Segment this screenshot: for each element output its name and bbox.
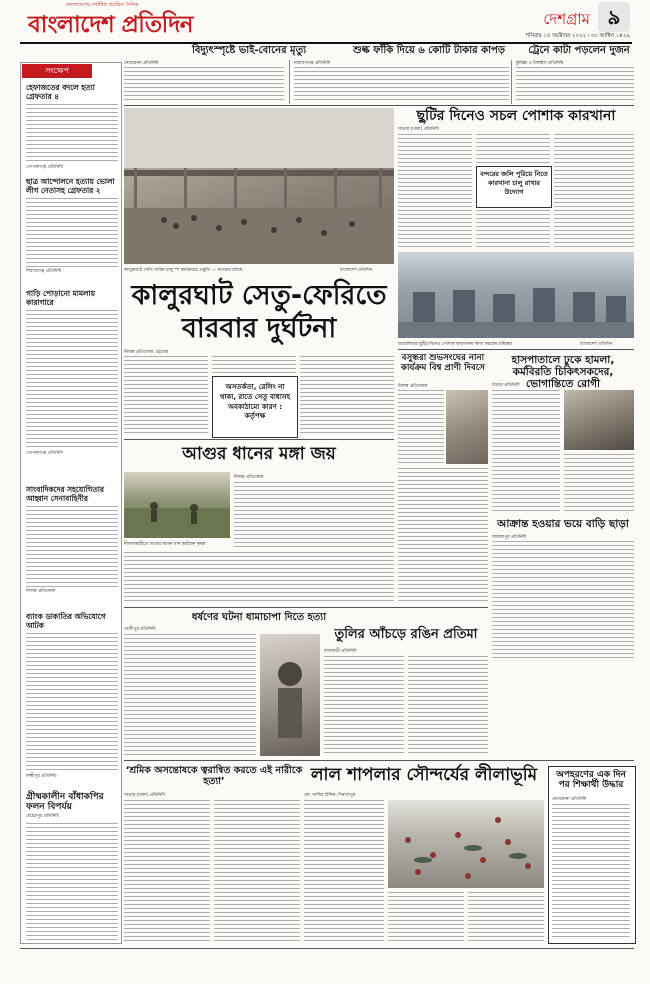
- lily-byline: মো. আমির উদ্দিন, দিনাজপুর: [304, 793, 356, 798]
- masthead-rule: [20, 42, 632, 44]
- shubhosangha-byline: নিজস্ব প্রতিবেদক: [398, 384, 428, 389]
- top-story-3-byline: কুমিল্লা ও টাঙ্গাইল প্রতিনিধি: [516, 61, 564, 66]
- worker-body-col-1: [124, 800, 210, 942]
- shubhosangha-headline[interactable]: বসুন্ধরা শুভসংঘের নানা কার্যক্রম বিশ্ব প্রাণী দিবসে: [401, 353, 485, 373]
- sidebar-item-body: [26, 310, 118, 450]
- main-photo-credit: বাংলাদেশ প্রতিদিন: [340, 268, 373, 273]
- sidebar-item-headline[interactable]: গাড়ি পোড়ানো মামলায় কারাগারে: [26, 289, 95, 307]
- garment-byline: সাভার (ঢাকা) প্রতিনিধি: [398, 127, 439, 132]
- hospital-body-col-1: [492, 390, 560, 514]
- divider: [289, 60, 290, 104]
- rice-photo-caption: নীলফামারীতে আগুর আমন ধান কাটছেন কৃষক: [124, 542, 206, 547]
- top-story-3-headline[interactable]: ট্রেনে কাটা পড়লেন দুজন: [528, 45, 630, 56]
- rape-story-byline: গাজীপুর প্রতিনিধি: [124, 627, 156, 632]
- idol-byline: রাজবাড়ী প্রতিনিধি: [324, 649, 357, 654]
- sidebar-item-headline[interactable]: সাংবাদিকদের সহযোগিতার আহ্বান সেনাবাহিনীর: [26, 485, 104, 503]
- hospital-photo[interactable]: [564, 390, 634, 450]
- divider: [124, 607, 488, 608]
- sidebar-item-source: মেহেরপুর প্রতিনিধি: [26, 813, 59, 819]
- garment-headline[interactable]: ছুটির দিনেও সচল পোশাক কারখানা: [416, 108, 616, 124]
- idol-headline[interactable]: তুলির আঁচড়ে রঙিন প্রতিমা: [334, 627, 478, 642]
- sidebar-item[interactable]: [26, 178, 118, 275]
- lily-body-col-2: [388, 892, 464, 942]
- divider: [124, 105, 634, 106]
- student-byline: নেত্রকোনা প্রতিনিধি: [552, 797, 587, 802]
- sidebar-item-body: [26, 198, 118, 268]
- rice-body-lower: [124, 552, 394, 604]
- section-title: দেশগ্রাম: [543, 10, 590, 28]
- student-body: [552, 804, 630, 938]
- sidebar-item-body: [26, 104, 118, 164]
- shubhosangha-body: [398, 390, 444, 464]
- worker-headline[interactable]: ‘শ্রমিক অসন্তোষকে ত্বরান্বিত করতে এই নারীকে হত্যা’: [125, 765, 303, 787]
- attack-headline[interactable]: আক্রান্ত হওয়ার ভয়ে বাড়ি ছাড়া: [497, 518, 629, 530]
- main-photo-caption: কালুরঘাটে সেতি সারিন চালু স্প কার্যক্রমের প্রস্তুতি — যাওয়ার চলছে: [124, 268, 243, 273]
- idol-illustration: [260, 634, 320, 756]
- top-story-3-body: [516, 67, 634, 101]
- lily-body-col-3: [468, 892, 544, 942]
- garment-factory-photo[interactable]: [398, 252, 634, 338]
- sidebar-item-source: লক্ষ্মীপুর প্রতিনিধি: [26, 774, 57, 780]
- bridge-illustration: [124, 108, 394, 264]
- sidebar-item-headline[interactable]: হেফাজতের বদলে হত্যা গ্রেফতার ৪: [26, 83, 95, 101]
- rice-headline[interactable]: আগুর ধানের মঙ্গা জয়: [182, 444, 336, 464]
- sidebar-item[interactable]: [26, 290, 118, 457]
- rape-story-body-col-1: [124, 634, 256, 756]
- sidebar-item[interactable]: [26, 486, 118, 595]
- sidebar-item-body: [26, 823, 118, 943]
- lily-illustration: [388, 800, 544, 888]
- idol-photo[interactable]: [260, 634, 320, 756]
- top-story-2-body: [294, 67, 509, 101]
- top-story-1-byline: নেত্রকোনা প্রতিনিধি: [124, 61, 159, 66]
- divider: [124, 439, 394, 440]
- sidebar-item-source: গোপালগঞ্জ প্রতিনিধি: [26, 451, 63, 457]
- lead-body-col-1: [124, 356, 208, 436]
- date-line: শনিবার ১৫ অক্টোবর ২০২২ ৷ ৩০ আশ্বিন ১৪২৯: [525, 33, 630, 39]
- rice-field-photo[interactable]: [124, 472, 230, 538]
- lead-body-col-3: [300, 356, 394, 436]
- garment-photo-caption: আশুলিয়ার ছুটির দিনেও পোশাক কারখানায় কাজ করছেন শ্রমিকরা: [398, 342, 513, 347]
- lead-body-col-2: [212, 356, 296, 374]
- top-story-1-body: [124, 67, 284, 101]
- sidebar-item[interactable]: [26, 792, 118, 943]
- sidebar-header: সংক্ষেপ: [22, 64, 92, 78]
- factory-illustration: [398, 252, 634, 338]
- page-number: ৯: [598, 2, 630, 32]
- sidebar-item-headline[interactable]: ছাত্র আন্দোলনে হত্যায় ভোলা লীগ নেতাসহ গ্রেফতার ২: [26, 177, 115, 195]
- top-story-2-headline[interactable]: শুল্ক ফাঁকি দিয়ে ৬ কোটি টাকার কাপড়: [353, 45, 505, 56]
- attack-byline: জামালপুর প্রতিনিধি: [492, 535, 527, 540]
- red-water-lily-photo[interactable]: [388, 800, 544, 888]
- lily-body-col-1: [304, 800, 384, 942]
- garment-body-col-1: [398, 134, 472, 248]
- lead-byline: নিজস্ব প্রতিবেদক, চট্টগ্রাম: [124, 350, 169, 355]
- sidebar-item[interactable]: [26, 84, 118, 171]
- hospital-byline: বগুড়া প্রতিনিধি: [492, 383, 520, 388]
- top-strip: [124, 45, 634, 103]
- bridge-ferry-photo[interactable]: [124, 108, 394, 264]
- idol-body-col-2: [408, 656, 488, 756]
- sidebar-item-body: [26, 633, 118, 773]
- attack-body: [492, 541, 634, 659]
- sidebar-item-body: [26, 506, 118, 588]
- idol-body-col-1: [324, 656, 404, 756]
- sidebar-item-headline[interactable]: গ্রীষ্মকালীন বাঁধাকপির ফলন বিপর্যয়: [26, 792, 104, 813]
- pull-quote-text: অসতর্কতা, রেলিং না থাকা, রাতে সেতু বাধাসহ অবকাঠামো কারণ : কর্তৃপক্ষ: [219, 383, 291, 421]
- rice-body: [234, 482, 394, 548]
- hospital-headline[interactable]: হাসপাতালে ঢুকে হামলা, কর্মবিরতি চিকিৎসকদের, ভোগান্তিতে রোগী: [511, 354, 615, 391]
- divider: [124, 760, 634, 761]
- hospital-body-col-2: [564, 454, 634, 514]
- garment-body-col-3: [554, 134, 634, 248]
- lead-pull-quote: [212, 376, 298, 438]
- garment-inset: [476, 166, 552, 208]
- lead-headline[interactable]: কালুরঘাট সেতু-ফেরিতে বারবার দুর্ঘটনা: [131, 280, 387, 344]
- student-headline[interactable]: অপহরণের এক দিন পর শিক্ষার্থী উদ্ধার: [556, 770, 626, 791]
- footer-rule: [20, 948, 634, 949]
- sidebar-item-source: সিরাজগঞ্জ প্রতিনিধি: [26, 269, 62, 275]
- sidebar-item-headline[interactable]: ব্যাংক ডাকাতির অভিযোগে আটক: [26, 612, 106, 630]
- top-story-1-headline[interactable]: বিদ্যুৎস্পৃষ্টে ভাই-বোনের মৃত্যু: [191, 45, 307, 56]
- shubhosangha-photo[interactable]: [446, 390, 488, 464]
- worker-body-col-2: [214, 800, 300, 942]
- sidebar-item[interactable]: [26, 613, 118, 780]
- worker-byline: সাভার (ঢাকা) প্রতিনিধি: [124, 793, 165, 798]
- sidebar-item-source: নিজস্ব প্রতিবেদক: [26, 589, 56, 595]
- divider: [511, 60, 512, 104]
- divider: [398, 349, 634, 350]
- sidebar-item-source: গোপালগঞ্জ প্রতিনিধি: [26, 165, 63, 171]
- shubhosangha-body-lower: [398, 468, 488, 604]
- rape-story-headline[interactable]: ধর্ষণের ঘটনা ধামাচাপা দিতে হত্যা: [191, 612, 327, 623]
- field-illustration: [124, 472, 230, 538]
- top-story-2-byline: নারায়ণগঞ্জ প্রতিনিধি: [294, 61, 331, 66]
- garment-photo-credit: বাংলাদেশ প্রতিদিন: [580, 342, 613, 347]
- newspaper-logo[interactable]: বাংলাদেশ প্রতিদিন: [28, 11, 194, 38]
- rice-byline: নিজস্ব প্রতিবেদক: [234, 475, 264, 480]
- garment-body-col-2: [476, 134, 550, 164]
- garment-body-col-2b: [476, 210, 550, 248]
- garment-inset-text: বন্দরের জলি পুরিয়ে নিতে কারখানা চালু রাখার উদ্যোগ: [480, 170, 548, 196]
- masthead-tagline: বাংলাদেশের সর্বাধিক প্রচারিত দৈনিক: [66, 2, 139, 8]
- lily-headline[interactable]: লাল শাপলার সৌন্দর্যের লীলাভূমি: [310, 765, 538, 785]
